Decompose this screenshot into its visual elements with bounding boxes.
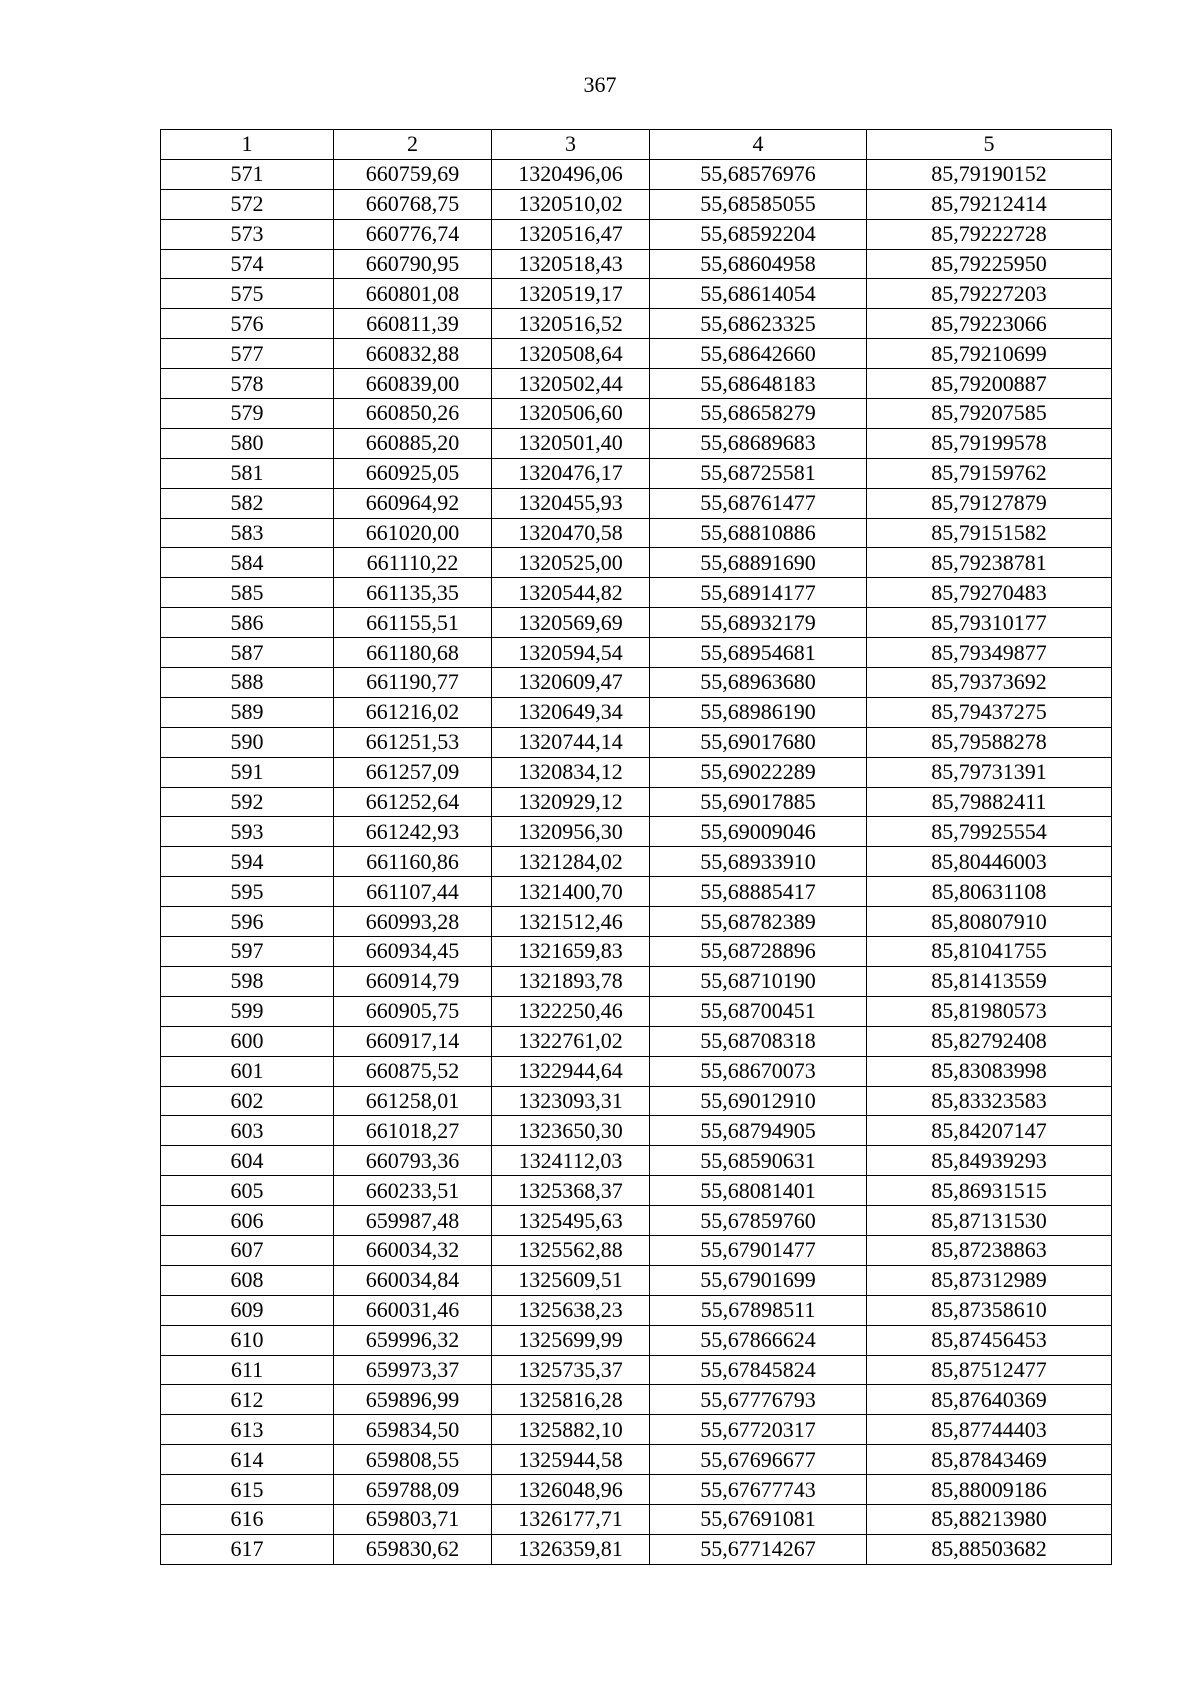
table-cell-col-5: 85,79225950 [867,249,1112,279]
table-cell-col-5: 85,79731391 [867,757,1112,787]
table-cell-col-2: 661107,44 [334,877,492,907]
table-cell-col-2: 660850,26 [334,399,492,429]
table-cell-col-3: 1320508,64 [492,339,650,369]
table-row [161,458,1112,488]
header-cell-col-3: 3 [492,130,650,160]
table-row [161,339,1112,369]
table-cell-col-5: 85,87843469 [867,1445,1112,1475]
table-cell-col-2: 660839,00 [334,369,492,399]
table-cell-col-4: 55,67901477 [650,1235,867,1265]
table-cell-col-1: 610 [161,1325,334,1355]
table-cell-col-2: 660793,36 [334,1146,492,1176]
table-cell-col-3: 1320744,14 [492,727,650,757]
table-cell-col-3: 1320834,12 [492,757,650,787]
table-cell-col-2: 660925,05 [334,458,492,488]
table-cell-col-4: 55,68782389 [650,907,867,937]
table-row [161,907,1112,937]
table-cell-col-4: 55,67691081 [650,1504,867,1534]
table-cell-col-2: 660801,08 [334,279,492,309]
header-cell-col-2: 2 [334,130,492,160]
table-cell-col-4: 55,68986190 [650,697,867,727]
table-row [161,608,1112,638]
table-cell-col-1: 575 [161,279,334,309]
table-cell-col-4: 55,68954681 [650,638,867,668]
table-cell-col-3: 1325609,51 [492,1265,650,1295]
table-cell-col-1: 572 [161,189,334,219]
table-cell-col-3: 1325735,37 [492,1355,650,1385]
table-cell-col-5: 85,87312989 [867,1265,1112,1295]
table-cell-col-4: 55,69009046 [650,817,867,847]
table-cell-col-2: 660790,95 [334,249,492,279]
table-cell-col-2: 660885,20 [334,428,492,458]
table-row [161,1355,1112,1385]
table-cell-col-4: 55,68794905 [650,1116,867,1146]
table-cell-col-1: 585 [161,578,334,608]
table-cell-col-5: 85,79227203 [867,279,1112,309]
table-cell-col-3: 1320510,02 [492,189,650,219]
table-cell-col-1: 576 [161,309,334,339]
table-cell-col-4: 55,69017885 [650,787,867,817]
table-cell-col-5: 85,79223066 [867,309,1112,339]
table-row [161,1146,1112,1176]
table-row [161,847,1112,877]
table-cell-col-5: 85,88503682 [867,1534,1112,1564]
table-row [161,1445,1112,1475]
table-cell-col-1: 587 [161,638,334,668]
table-cell-col-2: 660964,92 [334,488,492,518]
table-row [161,1056,1112,1086]
table-cell-col-1: 616 [161,1504,334,1534]
table-cell-col-2: 660034,32 [334,1235,492,1265]
header-cell-col-4: 4 [650,130,867,160]
table-cell-col-5: 85,81413559 [867,966,1112,996]
table-cell-col-1: 604 [161,1146,334,1176]
table-row [161,548,1112,578]
table-cell-col-3: 1320609,47 [492,668,650,698]
table-cell-col-2: 661216,02 [334,697,492,727]
table-cell-col-1: 595 [161,877,334,907]
table-cell-col-4: 55,67720317 [650,1415,867,1445]
coordinates-table [160,129,1112,1565]
table-cell-col-1: 591 [161,757,334,787]
table-cell-col-3: 1320476,17 [492,458,650,488]
table-cell-col-4: 55,68585055 [650,189,867,219]
table-cell-col-4: 55,67845824 [650,1355,867,1385]
table-cell-col-1: 602 [161,1086,334,1116]
table-cell-col-4: 55,68933910 [650,847,867,877]
table-cell-col-3: 1321659,83 [492,937,650,967]
table-cell-col-3: 1320516,52 [492,309,650,339]
table-cell-col-2: 659987,48 [334,1206,492,1236]
table-cell-col-1: 577 [161,339,334,369]
table-cell-col-2: 659996,32 [334,1325,492,1355]
table-row [161,159,1112,189]
table-cell-col-3: 1320496,06 [492,159,650,189]
table-row [161,399,1112,429]
table-row [161,1176,1112,1206]
table-cell-col-5: 85,79210699 [867,339,1112,369]
table-row [161,1504,1112,1534]
table-cell-col-5: 85,79222728 [867,219,1112,249]
table-row [161,996,1112,1026]
table-cell-col-1: 594 [161,847,334,877]
table-cell-col-5: 85,80631108 [867,877,1112,907]
table-row [161,578,1112,608]
table-cell-col-1: 578 [161,369,334,399]
table-cell-col-3: 1322761,02 [492,1026,650,1056]
table-cell-col-4: 55,68708318 [650,1026,867,1056]
table-cell-col-1: 593 [161,817,334,847]
table-cell-col-5: 85,79310177 [867,608,1112,638]
table-cell-col-3: 1324112,03 [492,1146,650,1176]
table-cell-col-4: 55,68642660 [650,339,867,369]
table-cell-col-1: 611 [161,1355,334,1385]
table-cell-col-3: 1321400,70 [492,877,650,907]
table-cell-col-4: 55,69022289 [650,757,867,787]
table-cell-col-3: 1325882,10 [492,1415,650,1445]
table-cell-col-2: 661180,68 [334,638,492,668]
table-row [161,937,1112,967]
table-cell-col-1: 615 [161,1475,334,1505]
table-cell-col-5: 85,80807910 [867,907,1112,937]
table-cell-col-4: 55,69012910 [650,1086,867,1116]
table-row [161,279,1112,309]
table-cell-col-1: 599 [161,996,334,1026]
table-cell-col-4: 55,68658279 [650,399,867,429]
table-cell-col-5: 85,84207147 [867,1116,1112,1146]
header-cell-col-5: 5 [867,130,1112,160]
table-cell-col-5: 85,84939293 [867,1146,1112,1176]
table-row [161,249,1112,279]
table-cell-col-3: 1320506,60 [492,399,650,429]
table-cell-col-5: 85,79373692 [867,668,1112,698]
table-cell-col-4: 55,67901699 [650,1265,867,1295]
table-cell-col-5: 85,79200887 [867,369,1112,399]
table-cell-col-5: 85,88009186 [867,1475,1112,1505]
table-cell-col-4: 55,67776793 [650,1385,867,1415]
table-cell-col-3: 1322250,46 [492,996,650,1026]
table-cell-col-3: 1326177,71 [492,1504,650,1534]
table-cell-col-4: 55,68576976 [650,159,867,189]
table-cell-col-2: 661135,35 [334,578,492,608]
table-cell-col-2: 661018,27 [334,1116,492,1146]
table-row [161,1086,1112,1116]
table-cell-col-2: 660233,51 [334,1176,492,1206]
table-cell-col-1: 590 [161,727,334,757]
table-cell-col-1: 608 [161,1265,334,1295]
table-cell-col-5: 85,79270483 [867,578,1112,608]
table-cell-col-5: 85,87456453 [867,1325,1112,1355]
table-row [161,219,1112,249]
table-cell-col-2: 660811,39 [334,309,492,339]
table-cell-col-4: 55,68963680 [650,668,867,698]
table-row [161,488,1112,518]
table-cell-col-2: 661257,09 [334,757,492,787]
table-cell-col-4: 55,68728896 [650,937,867,967]
table-cell-col-1: 597 [161,937,334,967]
table-row [161,817,1112,847]
table-row [161,1116,1112,1146]
table-cell-col-1: 583 [161,518,334,548]
table-cell-col-5: 85,79159762 [867,458,1112,488]
table-cell-col-2: 661190,77 [334,668,492,698]
table-cell-col-4: 55,68932179 [650,608,867,638]
table-cell-col-5: 85,81980573 [867,996,1112,1026]
table-row [161,787,1112,817]
table-cell-col-4: 55,69017680 [650,727,867,757]
table-cell-col-5: 85,79199578 [867,428,1112,458]
table-row [161,369,1112,399]
table-cell-col-3: 1320455,93 [492,488,650,518]
table-cell-col-3: 1323093,31 [492,1086,650,1116]
table-cell-col-5: 85,79190152 [867,159,1112,189]
table-row [161,966,1112,996]
table-cell-col-2: 661258,01 [334,1086,492,1116]
table-cell-col-2: 660832,88 [334,339,492,369]
table-cell-col-4: 55,67866624 [650,1325,867,1355]
table-cell-col-5: 85,79238781 [867,548,1112,578]
table-cell-col-4: 55,67859760 [650,1206,867,1236]
table-row [161,309,1112,339]
table-cell-col-5: 85,81041755 [867,937,1112,967]
table-cell-col-1: 582 [161,488,334,518]
table-cell-col-3: 1326048,96 [492,1475,650,1505]
table-cell-col-3: 1325368,37 [492,1176,650,1206]
table-cell-col-3: 1320501,40 [492,428,650,458]
table-row [161,1475,1112,1505]
table-cell-col-3: 1320569,69 [492,608,650,638]
table-cell-col-1: 580 [161,428,334,458]
table-cell-col-5: 85,86931515 [867,1176,1112,1206]
table-cell-col-2: 661020,00 [334,518,492,548]
table-cell-col-5: 85,80446003 [867,847,1112,877]
table-header [161,130,1112,160]
table-cell-col-3: 1320594,54 [492,638,650,668]
table-cell-col-2: 660034,84 [334,1265,492,1295]
table-row [161,1235,1112,1265]
table-cell-col-5: 85,79151582 [867,518,1112,548]
table-cell-col-1: 609 [161,1295,334,1325]
table-cell-col-3: 1320519,17 [492,279,650,309]
table-cell-col-4: 55,68761477 [650,488,867,518]
table-cell-col-5: 85,87238863 [867,1235,1112,1265]
table-cell-col-4: 55,67714267 [650,1534,867,1564]
table-cell-col-5: 85,79127879 [867,488,1112,518]
table-cell-col-2: 660031,46 [334,1295,492,1325]
table-cell-col-2: 660905,75 [334,996,492,1026]
table-cell-col-1: 579 [161,399,334,429]
table-cell-col-3: 1320502,44 [492,369,650,399]
table-row [161,1295,1112,1325]
page-number: 367 [583,72,617,97]
table-cell-col-5: 85,87358610 [867,1295,1112,1325]
table-cell-col-2: 659973,37 [334,1355,492,1385]
table-row [161,518,1112,548]
table-cell-col-1: 613 [161,1415,334,1445]
table-cell-col-1: 600 [161,1026,334,1056]
table-cell-col-2: 660993,28 [334,907,492,937]
table-cell-col-4: 55,68081401 [650,1176,867,1206]
table-cell-col-5: 85,82792408 [867,1026,1112,1056]
table-cell-col-4: 55,68648183 [650,369,867,399]
table-cell-col-2: 659834,50 [334,1415,492,1445]
table-cell-col-1: 589 [161,697,334,727]
table-cell-col-4: 55,68590631 [650,1146,867,1176]
table-cell-col-1: 586 [161,608,334,638]
table-row [161,1415,1112,1445]
table-cell-col-2: 659803,71 [334,1504,492,1534]
table-cell-col-3: 1320518,43 [492,249,650,279]
table-cell-col-1: 607 [161,1235,334,1265]
table-cell-col-5: 85,87744403 [867,1415,1112,1445]
table-cell-col-4: 55,68604958 [650,249,867,279]
table-row [161,638,1112,668]
table-cell-col-1: 617 [161,1534,334,1564]
table-cell-col-2: 659830,62 [334,1534,492,1564]
table-cell-col-4: 55,67898511 [650,1295,867,1325]
table-cell-col-2: 659896,99 [334,1385,492,1415]
table-cell-col-3: 1325699,99 [492,1325,650,1355]
table-row [161,1265,1112,1295]
table-cell-col-5: 85,87640369 [867,1385,1112,1415]
table-cell-col-2: 661160,86 [334,847,492,877]
table-cell-col-1: 614 [161,1445,334,1475]
table-cell-col-4: 55,68885417 [650,877,867,907]
table-cell-col-3: 1321512,46 [492,907,650,937]
table-cell-col-3: 1325638,23 [492,1295,650,1325]
table-row [161,189,1112,219]
table-cell-col-3: 1320516,47 [492,219,650,249]
table-cell-col-5: 85,79925554 [867,817,1112,847]
table-cell-col-4: 55,67696677 [650,1445,867,1475]
table-cell-col-4: 55,68710190 [650,966,867,996]
table-body [161,159,1112,1564]
table-cell-col-1: 598 [161,966,334,996]
table-cell-col-2: 661252,64 [334,787,492,817]
table-cell-col-4: 55,68689683 [650,428,867,458]
table-cell-col-3: 1325944,58 [492,1445,650,1475]
table-cell-col-1: 596 [161,907,334,937]
table-cell-col-2: 661110,22 [334,548,492,578]
table-cell-col-3: 1320544,82 [492,578,650,608]
table-cell-col-4: 55,68914177 [650,578,867,608]
table-cell-col-4: 55,68592204 [650,219,867,249]
table-cell-col-1: 584 [161,548,334,578]
table-cell-col-4: 55,68725581 [650,458,867,488]
table-cell-col-4: 55,68891690 [650,548,867,578]
table-cell-col-4: 55,68670073 [650,1056,867,1086]
table-cell-col-5: 85,79212414 [867,189,1112,219]
table-cell-col-5: 85,79882411 [867,787,1112,817]
table-cell-col-4: 55,68614054 [650,279,867,309]
table-cell-col-1: 605 [161,1176,334,1206]
table-cell-col-1: 581 [161,458,334,488]
table-cell-col-3: 1326359,81 [492,1534,650,1564]
table-row [161,757,1112,787]
table-cell-col-5: 85,88213980 [867,1504,1112,1534]
table-row [161,1026,1112,1056]
table-cell-col-2: 661242,93 [334,817,492,847]
table-cell-col-1: 601 [161,1056,334,1086]
table-cell-col-3: 1325495,63 [492,1206,650,1236]
table-cell-col-5: 85,83083998 [867,1056,1112,1086]
table-cell-col-2: 659788,09 [334,1475,492,1505]
table-cell-col-5: 85,79207585 [867,399,1112,429]
table-cell-col-3: 1325562,88 [492,1235,650,1265]
table-cell-col-3: 1320525,00 [492,548,650,578]
table-cell-col-4: 55,67677743 [650,1475,867,1505]
table-row [161,1206,1112,1236]
table-cell-col-4: 55,68810886 [650,518,867,548]
table-cell-col-2: 659808,55 [334,1445,492,1475]
table-cell-col-4: 55,68623325 [650,309,867,339]
table-cell-col-3: 1321284,02 [492,847,650,877]
table-cell-col-2: 660917,14 [334,1026,492,1056]
table-cell-col-1: 574 [161,249,334,279]
header-cell-col-1: 1 [161,130,334,160]
table-cell-col-4: 55,68700451 [650,996,867,1026]
table-row [161,877,1112,907]
table-cell-col-5: 85,87512477 [867,1355,1112,1385]
table-cell-col-2: 660875,52 [334,1056,492,1086]
table-cell-col-1: 606 [161,1206,334,1236]
table-cell-col-2: 660914,79 [334,966,492,996]
table-cell-col-5: 85,79588278 [867,727,1112,757]
table-cell-col-3: 1320956,30 [492,817,650,847]
table-cell-col-1: 612 [161,1385,334,1415]
table-cell-col-2: 660776,74 [334,219,492,249]
table-cell-col-3: 1325816,28 [492,1385,650,1415]
table-row [161,1534,1112,1564]
table-cell-col-2: 660759,69 [334,159,492,189]
table-row [161,697,1112,727]
table-cell-col-1: 603 [161,1116,334,1146]
table-cell-col-1: 571 [161,159,334,189]
table-row [161,428,1112,458]
table-cell-col-2: 660768,75 [334,189,492,219]
table-cell-col-3: 1323650,30 [492,1116,650,1146]
table-cell-col-5: 85,79437275 [867,697,1112,727]
table-cell-col-1: 573 [161,219,334,249]
table-cell-col-3: 1321893,78 [492,966,650,996]
table-cell-col-2: 661251,53 [334,727,492,757]
table-row [161,727,1112,757]
table-cell-col-5: 85,87131530 [867,1206,1112,1236]
table-row [161,668,1112,698]
table-row [161,1325,1112,1355]
table-cell-col-2: 661155,51 [334,608,492,638]
table-cell-col-3: 1320929,12 [492,787,650,817]
header-row [161,130,1112,160]
table-cell-col-2: 660934,45 [334,937,492,967]
table-cell-col-5: 85,79349877 [867,638,1112,668]
table-cell-col-3: 1322944,64 [492,1056,650,1086]
table-cell-col-1: 588 [161,668,334,698]
table-cell-col-3: 1320649,34 [492,697,650,727]
table-cell-col-1: 592 [161,787,334,817]
table-cell-col-3: 1320470,58 [492,518,650,548]
table-cell-col-5: 85,83323583 [867,1086,1112,1116]
table-row [161,1385,1112,1415]
